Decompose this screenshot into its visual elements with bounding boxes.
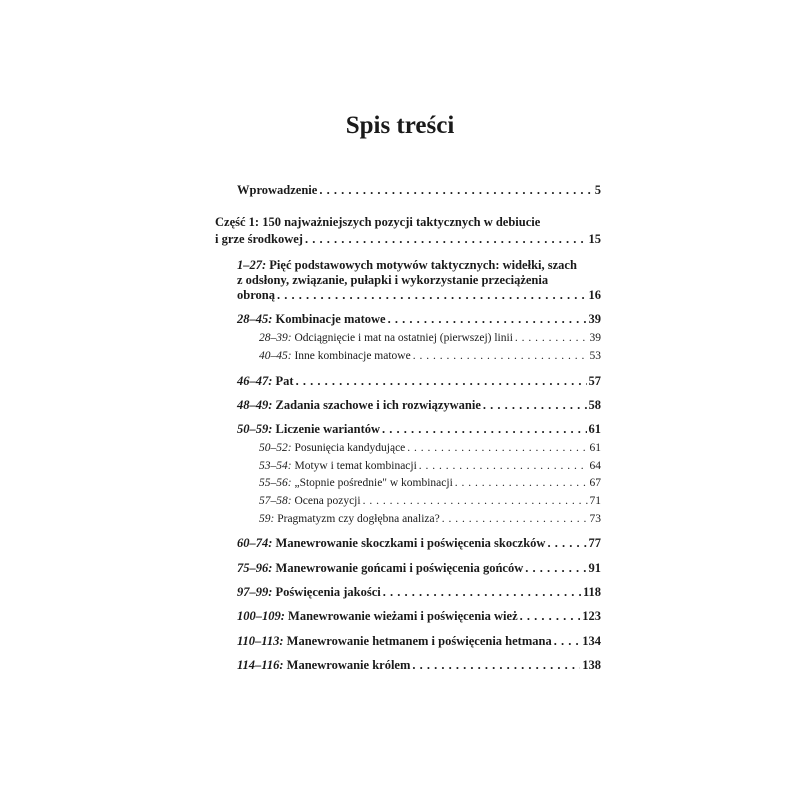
toc-subentry-40-45[interactable] (259, 349, 601, 363)
toc-entry-page: 15 (588, 232, 601, 246)
dot-leader (455, 476, 588, 490)
toc-entry-label: i grze środkowej (215, 232, 303, 246)
toc-entry-label: Wprowadzenie (237, 183, 318, 197)
dot-leader (363, 494, 588, 508)
toc-entry-number: 110–113: (237, 634, 284, 648)
dot-leader (388, 312, 587, 326)
toc-entry-label-wrap (259, 441, 405, 455)
toc-entry-page: 67 (589, 477, 601, 489)
toc-entry-114-116[interactable] (237, 658, 601, 672)
toc-entry-number: 55–56: (259, 477, 292, 489)
toc-entry-page: 73 (589, 513, 601, 525)
dot-leader (515, 331, 588, 345)
toc-entry-label: Inne kombinacje matowe (294, 350, 411, 362)
toc-entry-label-wrap (237, 585, 381, 599)
toc-entry-label: Liczenie wariantów (275, 422, 381, 436)
toc-entry-label: Manewrowanie królem (286, 658, 411, 672)
page-title: Spis treści (345, 112, 455, 139)
toc-entry-60-74[interactable] (237, 536, 601, 550)
toc-entry-1-27-line2: z odsłony, związanie, pułapki i wykorzystanie przeciążenia (237, 273, 549, 287)
toc-entry-page: 5 (594, 183, 601, 197)
toc-subentry-28-39[interactable] (259, 331, 601, 345)
dot-leader (413, 349, 588, 363)
toc-entry-label: Manewrowanie skoczkami i poświęcenia skoczków (275, 536, 546, 550)
toc-entry-label: Manewrowanie gońcami i poświęcenia gońców (275, 561, 524, 575)
toc-subentry-53-54[interactable] (259, 459, 601, 473)
toc-entry-label-wrap (259, 459, 417, 473)
toc-entry-number: 53–54: (259, 460, 292, 472)
dot-leader (442, 512, 588, 526)
toc-subentry-55-56[interactable] (259, 476, 601, 490)
toc-entry-page: 123 (582, 609, 601, 623)
toc-entry-label-wrap (237, 609, 518, 623)
dot-leader (383, 585, 581, 599)
toc-entry-page: 39 (589, 332, 601, 344)
toc-subentry-50-52[interactable] (259, 441, 601, 455)
toc-entry-number: 28–39: (259, 332, 292, 344)
toc-entry-label-wrap (237, 398, 481, 412)
toc-entry-label: Zadania szachowe i ich rozwiązywanie (275, 398, 481, 412)
toc-entry-label-wrap (259, 349, 411, 363)
toc-entry-number: 1–27: (237, 258, 267, 272)
toc-entry-introduction[interactable] (237, 183, 601, 197)
dot-leader (382, 422, 586, 436)
dot-leader (305, 232, 587, 246)
toc-entry-label: obroną (237, 288, 275, 302)
toc-entry-page: 91 (588, 561, 601, 575)
toc-entry-number: 50–52: (259, 442, 292, 454)
toc-entry-label-wrap (237, 658, 410, 672)
toc-entry-label-wrap (259, 512, 440, 526)
toc-entry-label: Kombinacje matowe (275, 312, 386, 326)
toc-entry-label-wrap (259, 476, 453, 490)
toc-entry-page: 77 (588, 536, 601, 550)
toc-entry-label: Manewrowanie hetmanem i poświęcenia hetmana (286, 634, 552, 648)
toc-entry-label: Motyw i temat kombinacji (294, 460, 417, 472)
toc-entry-label-line1: Pięć podstawowych motywów taktycznych: widełki, szach (269, 258, 577, 272)
toc-entry-page: 71 (589, 495, 601, 507)
toc-entry-page: 58 (588, 398, 601, 412)
toc-entry-number: 57–58: (259, 495, 292, 507)
toc-entry-number: 48–49: (237, 398, 273, 412)
toc-entry-page: 57 (588, 374, 601, 388)
toc-entry-number: 40–45: (259, 350, 292, 362)
toc-entry-110-113[interactable] (237, 634, 601, 648)
toc-entry-page: 138 (582, 658, 601, 672)
toc-entry-part1[interactable] (215, 232, 601, 246)
toc-entry-page: 61 (589, 442, 601, 454)
toc-entry-number: 28–45: (237, 312, 273, 326)
toc-entry-label: Odciągnięcie i mat na ostatniej (pierwszej) linii (294, 332, 513, 344)
toc-entry-label: Posunięcia kandydujące (294, 442, 406, 454)
toc-entry-label-wrap (237, 374, 294, 388)
toc-entry-page: 64 (589, 460, 601, 472)
dot-leader (483, 398, 587, 412)
toc-entry-part1-line1: Część 1: 150 najważniejszych pozycji taktycznych w debiucie (215, 215, 541, 229)
toc-entry-page: 39 (588, 312, 601, 326)
toc-entry-label: Ocena pozycji (294, 495, 361, 507)
toc-entry-number: 100–109: (237, 609, 285, 623)
toc-entry-label: Pat (275, 374, 294, 388)
toc-subentry-59[interactable] (259, 512, 601, 526)
toc-entry-number: 60–74: (237, 536, 273, 550)
toc-entry-page: 53 (589, 350, 601, 362)
dot-leader (319, 183, 592, 197)
toc-entry-50-59[interactable] (237, 422, 601, 436)
toc-entry-page: 61 (588, 422, 601, 436)
toc-entry-label-wrap (237, 634, 552, 648)
toc-entry-100-109[interactable] (237, 609, 601, 623)
toc-entry-46-47[interactable] (237, 374, 601, 388)
dot-leader (520, 609, 581, 623)
toc-entry-label: Manewrowanie wieżami i poświęcenia wież (288, 609, 518, 623)
toc-entry-page: 134 (582, 634, 601, 648)
toc-entry-label-wrap (237, 561, 523, 575)
dot-leader (407, 441, 587, 455)
toc-entry-page: 16 (588, 288, 601, 302)
toc-entry-label: Poświęcenia jakości (275, 585, 381, 599)
toc-entry-page: 118 (582, 585, 601, 599)
dot-leader (277, 288, 587, 302)
toc-entry-1-27[interactable] (237, 288, 601, 302)
toc-entry-75-96[interactable] (237, 561, 601, 575)
toc-entry-label: „Stopnie pośrednie" w kombinacji (294, 477, 453, 489)
toc-entry-label-wrap (259, 331, 513, 345)
dot-leader (554, 634, 581, 648)
toc-entry-number: 59: (259, 513, 275, 525)
toc-entry-label-wrap (237, 536, 545, 550)
toc-entry-number: 75–96: (237, 561, 273, 575)
toc-entry-97-99[interactable] (237, 585, 601, 599)
toc-entry-number: 114–116: (237, 658, 284, 672)
toc-subentry-57-58[interactable] (259, 494, 601, 508)
dot-leader (547, 536, 586, 550)
toc-entry-label: Pragmatyzm czy dogłębna analiza? (277, 513, 440, 525)
toc-entry-number: 50–59: (237, 422, 273, 436)
toc-entry-number: 46–47: (237, 374, 273, 388)
toc-entry-label-wrap (259, 494, 361, 508)
toc-entry-1-27-line1 (237, 258, 577, 272)
toc-entry-28-45[interactable] (237, 312, 601, 326)
toc-entry-label-wrap (237, 422, 380, 436)
toc-entry-48-49[interactable] (237, 398, 601, 412)
toc-entry-label-wrap (237, 312, 386, 326)
dot-leader (412, 658, 580, 672)
dot-leader (419, 459, 588, 473)
dot-leader (525, 561, 586, 575)
dot-leader (296, 374, 587, 388)
toc-entry-number: 97–99: (237, 585, 273, 599)
